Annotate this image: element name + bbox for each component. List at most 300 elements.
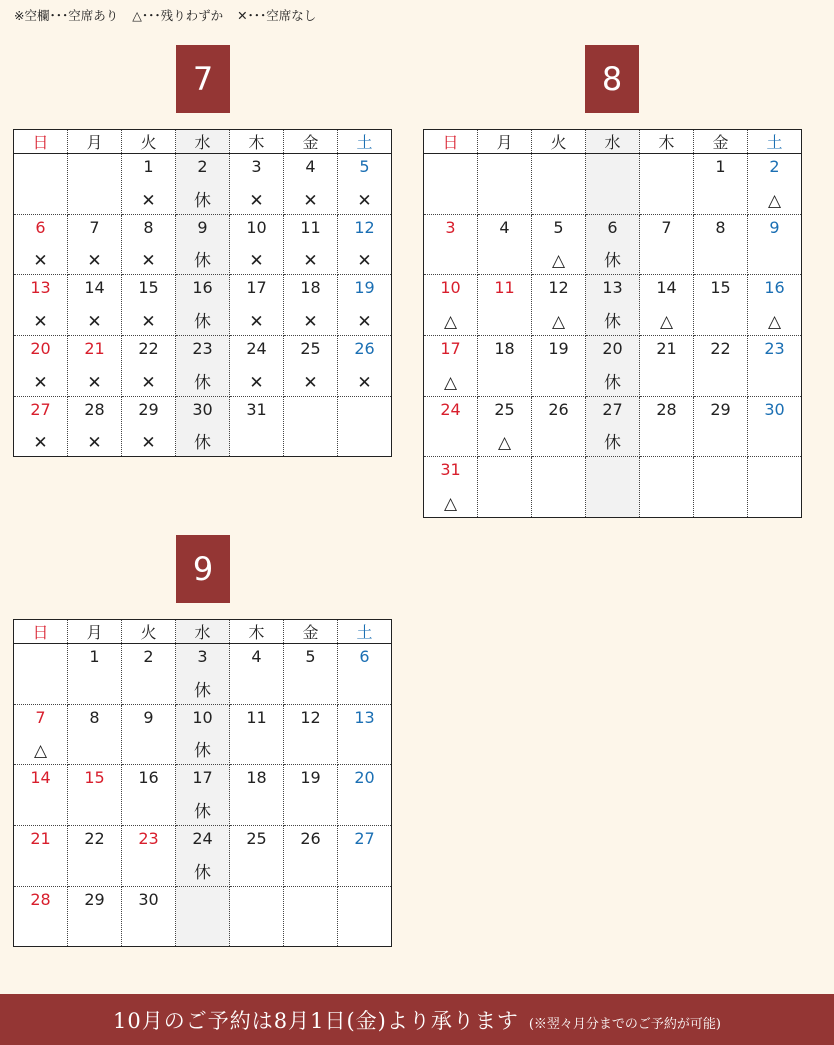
footer-note: (※翌々月分までのご予約が可能) — [528, 1017, 721, 1032]
day-number: 7 — [35, 707, 46, 727]
calendar-day-cell — [338, 214, 392, 275]
day-number: 27 — [602, 399, 623, 419]
calendar-day-cell — [176, 154, 230, 215]
availability-mark: ✕ — [249, 312, 264, 333]
calendar-day-cell — [230, 275, 284, 336]
calendar-day-cell — [14, 275, 68, 336]
day-number: 8 — [143, 217, 154, 237]
day-number: 9 — [197, 217, 208, 237]
day-number: 13 — [30, 278, 51, 298]
day-number: 23 — [192, 339, 213, 359]
day-number: 6 — [359, 647, 370, 666]
calendar-day-cell — [122, 336, 176, 397]
weekday-header: 火 — [532, 130, 586, 154]
calendar-day-cell — [122, 214, 176, 275]
day-number: 26 — [354, 339, 375, 359]
calendar-day-cell — [122, 644, 176, 705]
availability-mark: 休 — [604, 312, 621, 333]
calendar-day-cell — [284, 275, 338, 336]
day-number: 14 — [656, 278, 677, 298]
day-number: 11 — [246, 707, 267, 727]
availability-mark: ✕ — [357, 372, 372, 393]
day-number: 26 — [548, 399, 569, 419]
day-number: 2 — [143, 647, 154, 666]
calendar-week-row — [424, 457, 802, 518]
calendar-day-cell — [694, 457, 748, 518]
day-number: 16 — [138, 768, 159, 788]
weekday-header: 日 — [14, 620, 68, 644]
calendar-day-cell — [532, 214, 586, 275]
availability-mark: ✕ — [87, 312, 102, 333]
day-number: 15 — [138, 278, 159, 298]
calendar-day-cell — [122, 396, 176, 457]
calendar-day-cell — [532, 457, 586, 518]
weekday-header: 日 — [424, 130, 478, 154]
month-badge-august: 8 — [585, 45, 639, 113]
day-number: 24 — [440, 399, 461, 419]
calendar-day-cell — [230, 886, 284, 947]
day-number: 20 — [602, 339, 623, 359]
calendar-day-cell — [284, 765, 338, 826]
legend — [14, 6, 326, 24]
calendar-day-cell — [338, 154, 392, 215]
availability-mark: 休 — [194, 190, 211, 211]
day-number: 1 — [715, 157, 726, 176]
day-number: 29 — [84, 889, 105, 909]
day-number: 13 — [602, 278, 623, 298]
calendar-day-cell — [230, 644, 284, 705]
calendar-week-row — [424, 214, 802, 275]
calendar-week-row — [14, 886, 392, 947]
calendar-day-cell — [68, 765, 122, 826]
availability-mark: △ — [33, 741, 48, 762]
calendar-day-cell — [14, 214, 68, 275]
availability-mark: ✕ — [303, 251, 318, 272]
availability-mark: △ — [443, 312, 458, 333]
calendar-day-cell — [284, 336, 338, 397]
calendar-day-cell — [478, 214, 532, 275]
day-number: 28 — [30, 889, 51, 909]
day-number: 30 — [138, 889, 159, 909]
calendar-day-cell — [14, 765, 68, 826]
calendar-day-cell — [284, 154, 338, 215]
calendar-day-cell — [338, 275, 392, 336]
day-number: 2 — [197, 157, 208, 176]
calendar-day-cell — [68, 886, 122, 947]
day-number: 30 — [192, 399, 213, 419]
day-number: 29 — [138, 399, 159, 419]
day-number: 4 — [499, 217, 510, 237]
calendar-day-cell — [14, 154, 68, 215]
calendar-day-cell — [478, 154, 532, 215]
availability-mark: ✕ — [357, 312, 372, 333]
day-number: 18 — [246, 768, 267, 788]
calendar-day-cell — [68, 704, 122, 765]
day-number: 20 — [30, 339, 51, 359]
day-number: 31 — [440, 460, 461, 480]
calendar-day-cell — [748, 336, 802, 397]
calendar-day-cell — [640, 214, 694, 275]
calendar-week-row — [424, 396, 802, 457]
calendar-day-cell — [230, 396, 284, 457]
day-number: 15 — [710, 278, 731, 298]
day-number: 19 — [548, 339, 569, 359]
calendar-day-cell — [532, 396, 586, 457]
calendar-day-cell — [694, 275, 748, 336]
calendar-day-cell — [284, 214, 338, 275]
calendar-day-cell — [284, 826, 338, 887]
calendar-day-cell — [338, 336, 392, 397]
day-number: 4 — [305, 157, 316, 176]
day-number: 16 — [192, 278, 213, 298]
availability-mark: 休 — [604, 251, 621, 272]
calendar-day-cell — [478, 457, 532, 518]
day-number: 29 — [710, 399, 731, 419]
day-number: 18 — [300, 278, 321, 298]
day-number: 10 — [246, 217, 267, 237]
month-badge-july: 7 — [176, 45, 230, 113]
calendar-day-cell — [532, 275, 586, 336]
calendar-week-row — [14, 826, 392, 887]
day-number: 24 — [192, 829, 213, 849]
day-number: 22 — [138, 339, 159, 359]
calendar-day-cell — [694, 214, 748, 275]
calendar-week-row — [14, 275, 392, 336]
day-number: 28 — [656, 399, 677, 419]
calendar-week-row — [424, 154, 802, 215]
calendar-day-cell — [748, 214, 802, 275]
day-number: 8 — [89, 707, 100, 727]
weekday-header: 月 — [68, 130, 122, 154]
calendar-day-cell — [176, 275, 230, 336]
day-number: 10 — [440, 278, 461, 298]
calendar-day-cell — [640, 275, 694, 336]
calendar-day-cell — [14, 886, 68, 947]
day-number: 30 — [764, 399, 785, 419]
availability-mark: ✕ — [33, 251, 48, 272]
calendar-day-cell — [68, 154, 122, 215]
availability-mark: △ — [659, 312, 674, 333]
calendar-week-row — [14, 214, 392, 275]
calendar-week-row — [14, 396, 392, 457]
weekday-header: 火 — [122, 620, 176, 644]
calendar-day-cell — [532, 154, 586, 215]
day-number: 21 — [84, 339, 105, 359]
calendar-day-cell — [338, 396, 392, 457]
calendar-day-cell — [586, 396, 640, 457]
legend-none: ✕･･･空席なし — [237, 8, 317, 23]
calendar-day-cell — [284, 396, 338, 457]
day-number: 12 — [300, 707, 321, 727]
day-number: 24 — [246, 339, 267, 359]
availability-mark: ✕ — [249, 190, 264, 211]
availability-mark: 休 — [604, 372, 621, 393]
day-number: 7 — [89, 217, 100, 237]
availability-mark: △ — [551, 312, 566, 333]
day-number: 17 — [246, 278, 267, 298]
calendar-day-cell — [284, 644, 338, 705]
calendar-day-cell — [478, 396, 532, 457]
calendar-day-cell — [230, 765, 284, 826]
calendar-day-cell — [424, 457, 478, 518]
weekday-header: 金 — [284, 130, 338, 154]
calendar-day-cell — [68, 275, 122, 336]
weekday-header: 金 — [694, 130, 748, 154]
availability-mark: 休 — [194, 741, 211, 762]
calendar-day-cell — [176, 396, 230, 457]
day-number: 27 — [354, 829, 375, 849]
calendar-day-cell — [748, 457, 802, 518]
weekday-header: 土 — [338, 130, 392, 154]
weekday-header: 月 — [478, 130, 532, 154]
calendar-day-cell — [338, 704, 392, 765]
availability-mark: ✕ — [33, 372, 48, 393]
day-number: 23 — [138, 829, 159, 849]
calendar-week-row — [14, 336, 392, 397]
day-number: 16 — [764, 278, 785, 298]
calendar-day-cell — [748, 396, 802, 457]
calendar-day-cell — [176, 214, 230, 275]
day-number: 19 — [300, 768, 321, 788]
calendar-day-cell — [68, 396, 122, 457]
calendar-day-cell — [586, 275, 640, 336]
calendar-week-row — [424, 336, 802, 397]
calendar-day-cell — [424, 336, 478, 397]
calendar-day-cell — [122, 765, 176, 826]
day-number: 22 — [710, 339, 731, 359]
day-number: 14 — [30, 768, 51, 788]
availability-mark: ✕ — [249, 372, 264, 393]
calendar-day-cell — [68, 214, 122, 275]
calendar-day-cell — [122, 154, 176, 215]
availability-mark: ✕ — [33, 433, 48, 454]
availability-mark: △ — [443, 494, 458, 515]
day-number: 17 — [440, 339, 461, 359]
calendar-day-cell — [478, 275, 532, 336]
availability-mark: △ — [497, 433, 512, 454]
day-number: 8 — [715, 217, 726, 237]
calendar-day-cell — [424, 275, 478, 336]
weekday-header: 木 — [230, 130, 284, 154]
day-number: 25 — [494, 399, 515, 419]
day-number: 6 — [607, 217, 618, 237]
calendar-day-cell — [230, 826, 284, 887]
calendar-day-cell — [176, 765, 230, 826]
calendar-day-cell — [68, 644, 122, 705]
calendar-day-cell — [14, 644, 68, 705]
calendar-day-cell — [478, 336, 532, 397]
calendar-day-cell — [176, 336, 230, 397]
day-number: 5 — [305, 647, 316, 666]
availability-mark: 休 — [194, 251, 211, 272]
day-number: 27 — [30, 399, 51, 419]
calendar-day-cell — [68, 826, 122, 887]
day-number: 2 — [769, 157, 780, 176]
weekday-header: 水 — [176, 130, 230, 154]
day-number: 1 — [143, 157, 154, 176]
availability-mark: ✕ — [87, 433, 102, 454]
weekday-header: 水 — [586, 130, 640, 154]
availability-mark: 休 — [194, 372, 211, 393]
calendar-day-cell — [176, 704, 230, 765]
calendar-day-cell — [694, 154, 748, 215]
day-number: 21 — [30, 829, 51, 849]
calendar-day-cell — [14, 336, 68, 397]
availability-mark: ✕ — [87, 372, 102, 393]
availability-mark: ✕ — [357, 251, 372, 272]
calendar-day-cell — [586, 154, 640, 215]
calendar-day-cell — [586, 214, 640, 275]
day-number: 14 — [84, 278, 105, 298]
calendar-day-cell — [338, 644, 392, 705]
day-number: 28 — [84, 399, 105, 419]
calendar-day-cell — [640, 336, 694, 397]
availability-mark: △ — [767, 312, 782, 333]
calendar-day-cell — [694, 396, 748, 457]
weekday-header: 金 — [284, 620, 338, 644]
calendar-day-cell — [176, 826, 230, 887]
calendar-day-cell — [14, 396, 68, 457]
day-number: 13 — [354, 707, 375, 727]
calendar-day-cell — [338, 765, 392, 826]
day-number: 22 — [84, 829, 105, 849]
calendar-day-cell — [424, 214, 478, 275]
calendar-day-cell — [586, 336, 640, 397]
day-number: 17 — [192, 768, 213, 788]
day-number: 21 — [656, 339, 677, 359]
calendar-day-cell — [284, 704, 338, 765]
calendar-day-cell — [122, 826, 176, 887]
day-number: 31 — [246, 399, 267, 419]
calendar-day-cell — [338, 886, 392, 947]
weekday-header: 木 — [230, 620, 284, 644]
day-number: 7 — [661, 217, 672, 237]
calendar-day-cell — [640, 396, 694, 457]
calendar-july — [13, 129, 392, 457]
availability-mark: 休 — [194, 433, 211, 454]
calendar-week-row — [14, 644, 392, 705]
day-number: 9 — [769, 217, 780, 237]
day-number: 3 — [197, 647, 208, 666]
weekday-header: 火 — [122, 130, 176, 154]
weekday-header: 木 — [640, 130, 694, 154]
day-number: 23 — [764, 339, 785, 359]
availability-mark: 休 — [194, 802, 211, 823]
availability-mark: 休 — [194, 680, 211, 701]
availability-mark: ✕ — [303, 372, 318, 393]
day-number: 12 — [354, 217, 375, 237]
day-number: 25 — [246, 829, 267, 849]
calendar-september — [13, 619, 392, 947]
availability-mark: ✕ — [33, 312, 48, 333]
calendar-day-cell — [640, 154, 694, 215]
day-number: 15 — [84, 768, 105, 788]
calendar-day-cell — [748, 154, 802, 215]
calendar-day-cell — [122, 275, 176, 336]
day-number: 11 — [300, 217, 321, 237]
availability-mark: △ — [551, 251, 566, 272]
calendar-week-row — [424, 275, 802, 336]
weekday-header: 土 — [338, 620, 392, 644]
weekday-header: 日 — [14, 130, 68, 154]
footer-main-text: 10月のご予約は8月1日(金)より承ります — [113, 1008, 519, 1033]
day-number: 25 — [300, 339, 321, 359]
day-number: 19 — [354, 278, 375, 298]
day-number: 5 — [553, 217, 564, 237]
calendar-day-cell — [68, 336, 122, 397]
calendar-day-cell — [122, 704, 176, 765]
day-number: 3 — [445, 217, 456, 237]
day-number: 12 — [548, 278, 569, 298]
calendar-week-row — [14, 704, 392, 765]
availability-mark: ✕ — [141, 251, 156, 272]
calendar-august — [423, 129, 802, 518]
day-number: 9 — [143, 707, 154, 727]
day-number: 4 — [251, 647, 262, 666]
day-number: 18 — [494, 339, 515, 359]
calendar-day-cell — [176, 644, 230, 705]
availability-mark: △ — [443, 372, 458, 393]
calendar-day-cell — [424, 154, 478, 215]
calendar-day-cell — [122, 886, 176, 947]
availability-mark: ✕ — [141, 433, 156, 454]
availability-mark: 休 — [194, 862, 211, 883]
calendar-day-cell — [176, 886, 230, 947]
availability-mark: ✕ — [141, 190, 156, 211]
calendar-day-cell — [14, 704, 68, 765]
availability-mark: ✕ — [357, 190, 372, 211]
availability-mark: ✕ — [87, 251, 102, 272]
legend-empty: ※空欄･･･空席あり — [14, 8, 119, 23]
calendar-day-cell — [284, 886, 338, 947]
availability-mark: ✕ — [303, 312, 318, 333]
availability-mark: ✕ — [303, 190, 318, 211]
calendar-day-cell — [230, 336, 284, 397]
calendar-day-cell — [230, 154, 284, 215]
availability-mark: ✕ — [141, 312, 156, 333]
day-number: 6 — [35, 217, 46, 237]
day-number: 10 — [192, 707, 213, 727]
day-number: 1 — [89, 647, 100, 666]
day-number: 3 — [251, 157, 262, 176]
availability-mark: 休 — [194, 312, 211, 333]
day-number: 11 — [494, 278, 515, 298]
weekday-header: 土 — [748, 130, 802, 154]
calendar-day-cell — [586, 457, 640, 518]
calendar-day-cell — [230, 704, 284, 765]
calendar-day-cell — [532, 336, 586, 397]
calendar-day-cell — [640, 457, 694, 518]
weekday-header: 水 — [176, 620, 230, 644]
day-number: 20 — [354, 768, 375, 788]
availability-mark: 休 — [604, 433, 621, 454]
calendar-week-row — [14, 154, 392, 215]
calendar-day-cell — [230, 214, 284, 275]
weekday-header: 月 — [68, 620, 122, 644]
calendar-day-cell — [424, 396, 478, 457]
legend-few: △･･･残りわずか — [132, 8, 224, 23]
availability-mark: ✕ — [141, 372, 156, 393]
calendar-day-cell — [694, 336, 748, 397]
availability-mark: △ — [767, 190, 782, 211]
availability-mark: ✕ — [249, 251, 264, 272]
calendar-day-cell — [748, 275, 802, 336]
calendar-day-cell — [14, 826, 68, 887]
day-number: 5 — [359, 157, 370, 176]
footer-banner — [0, 994, 834, 1045]
calendar-day-cell — [338, 826, 392, 887]
calendar-week-row — [14, 765, 392, 826]
